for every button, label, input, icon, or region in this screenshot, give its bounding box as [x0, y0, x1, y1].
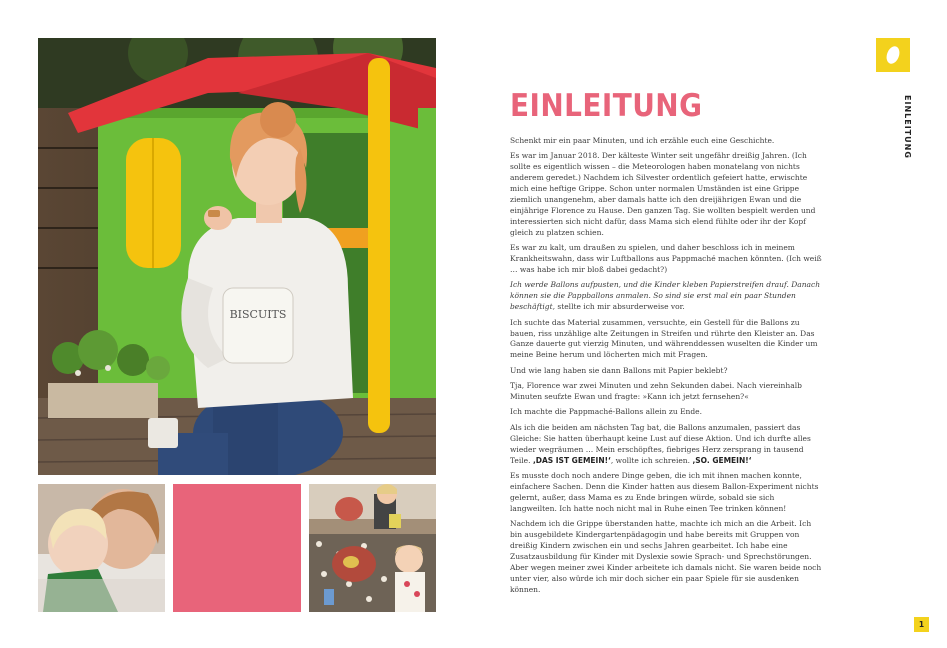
photo-sick-mother-child — [38, 484, 165, 612]
side-chapter-label: EINLEITUNG — [903, 95, 912, 159]
kids-scene — [309, 484, 436, 612]
page-number: 1 — [914, 617, 929, 632]
paragraph: Es musste doch noch andere Dinge geben, die ich mit ihnen machen konnte, einfachere Sachen. Denn die Kinder hatten aus diesem Ballon-Experiment nichts gelernt, außer, dass Mama es zu Ende bringen würde, sobald sie sich langweilten. Ich hatte noch nicht mal in Ruhe einen Tee trinken können! — [510, 470, 819, 513]
paragraph: Und wie lang haben sie dann Ballons mit Papier beklebt? — [510, 365, 728, 375]
paragraph: Es war zu kalt, um draußen zu spielen, und daher beschloss ich in meinem Krankheitswahn, dass wir Luftballons aus Pappmaché machen könnten. (Ich weiß … was habe ich mir bloß dabei gedacht?) — [510, 243, 822, 274]
photo-kids-painting — [309, 484, 436, 612]
paragraph: Ich machte die Pappmaché-Ballons allein zu Ende. — [510, 407, 702, 417]
shout-text: ‚DAS IST GEMEIN!‘ — [532, 455, 611, 465]
paragraph: Nachdem ich die Grippe überstanden hatte, machte ich mich an die Arbeit. Ich bin ausgebildete Kindergartenpädagogin und habe bereits mit Gruppen von dreißig Kindern zwischen ein und sechs Jahren gearbeitet. Ich habe eine Zusatzausbildung für Kinder mit Dyslexie sowie Sprach- und Sprechstörungen. Aber wegen meiner zwei Kinder arbeitete ich damals nicht. Sie waren beide noch unter vier, also würde ich mir doch sicher ein paar Spiele für sie ausdenken können. — [510, 519, 822, 594]
egg-icon — [876, 38, 910, 72]
paragraph-part: Als ich die beiden am nächsten Tag bat, die Ballons anzumalen, passiert das Gleiche: Sie hatten überhaupt keine Lust auf diese Aktion. Und ich durfte alles wieder wegräumen … Mein erschöpftes, fiebriges Herz zersprang in tausend Teile. — [510, 422, 811, 465]
paragraph: Es war im Januar 2018. Der kälteste Winter seit ungefähr dreißig Jahren. (Ich sollte es eigentlich wissen – die Meteorologen haben monatelang von nichts anderem geredet.) Nachdem ich Silvester ordentlich gefeiert hatte, erwischte mich eine heftige Grippe. Schon unter normalen Umständen ist eine Grippe ziemlich unangenehm, aber damals hatte ich den dreijährigen Ewan und die einjährige Florence zu Hause. Den ganzen Tag. Sie wollten bespielt werden und interessierten sich nicht dafür, dass Mama sich elend fühlte oder ihr der Kopf gleich zu platzen schien. — [510, 151, 816, 237]
body-text — [510, 136, 822, 600]
paragraph-rest: stellte ich mir absurderweise vor. — [554, 302, 685, 312]
shout-text: ‚SO. GEMEIN!‘ — [692, 455, 752, 465]
paragraph — [510, 423, 822, 467]
paragraph — [510, 280, 822, 313]
paragraph: Ich suchte das Material zusammen, versuchte, ein Gestell für die Ballons zu bauen, riss unzählige alte Zeitungen in Streifen und rührte den Kleister an. Das Ganze dauerte gut vierzig Minuten, und währenddessen wuselten die Kinder um meine Beine herum und löcherten mich mit Fragen. — [510, 317, 818, 360]
paragraph-part: , wollte ich schreien. — [610, 455, 693, 465]
paragraph: Schenkt mir ein paar Minuten, und ich erzähle euch eine Geschichte. — [510, 136, 775, 145]
italic-thought: Ich werde Ballons aufpusten, und die Kinder kleben Papierstreifen drauf. Danach können sie die Pappballons anmalen. So sind sie erst mal ein paar Stunden beschäftigt, — [510, 280, 821, 312]
sick-scene — [38, 484, 165, 612]
paragraph: Tja, Florence war zwei Minuten und zehn Sekunden dabei. Nach viereinhalb Minuten seufzte Ewan und fragte: »Kann ich jetzt fernsehen?« — [510, 381, 802, 402]
mug-label: BISCUITS — [229, 308, 287, 321]
chapter-heading: EINLEITUNG — [510, 88, 703, 124]
pink-color-block — [173, 484, 301, 612]
chapter-marker — [876, 38, 910, 72]
playhouse-scene — [38, 38, 436, 475]
main-photo — [38, 38, 436, 475]
